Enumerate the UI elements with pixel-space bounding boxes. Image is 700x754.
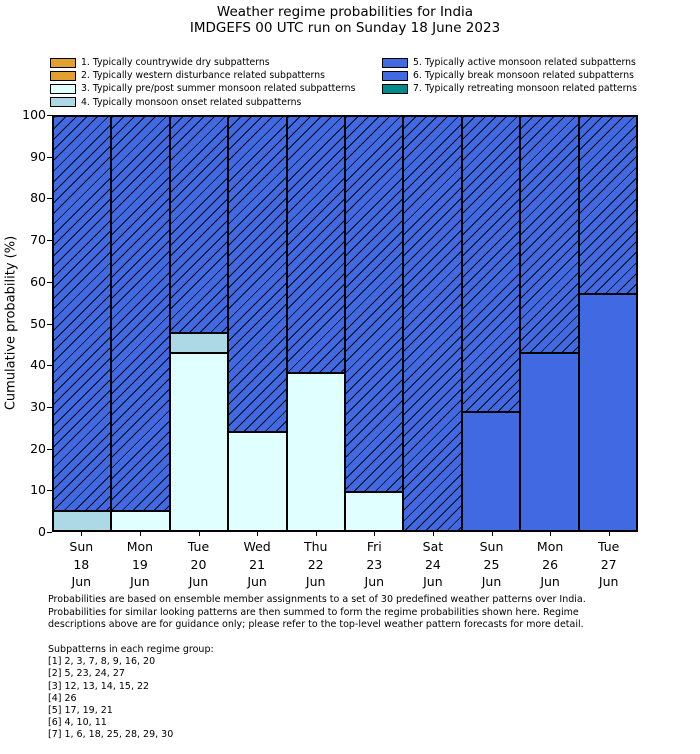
x-tick-label-day: Wed [243,539,271,554]
bar-sun-25 [462,116,520,531]
subpatterns-group-line: [1] 2, 3, 7, 8, 9, 16, 20 [48,656,156,668]
y-tick-mark [47,490,52,491]
bar-segment-regime-3 [228,432,286,531]
bar-segment-regime-6 [520,116,578,353]
y-tick-mark [47,240,52,241]
x-tick-label-day: Tue [598,539,620,554]
subpatterns-list [48,656,214,741]
x-tick-mark [550,532,551,536]
x-tick-mark [433,532,434,536]
bar-segment-regime-6 [403,116,461,531]
footnote-line: Probabilities are based on ensemble member assignments to a set of 30 predefined weather patterns over India. [48,594,586,605]
bar-segment-regime-6 [53,116,111,511]
legend-item-label: 4. Typically monsoon onset related subpatterns [81,96,302,108]
y-tick-mark [47,115,52,116]
bar-segment-regime-3 [170,353,228,531]
footnote-line: Probabilities for similar looking patterns are then summed to form the regime probabilities shown here. Regime [48,606,579,618]
x-tick-label-day: Tue [187,539,210,554]
chart-title-line1: Weather regime probabilities for India [216,4,474,20]
x-tick-label [521,538,580,591]
legend-swatch-regime-icon [382,58,408,68]
x-tick-mark [140,532,141,536]
y-tick-label: 0 [38,524,46,539]
legend-swatch-regime-icon [50,84,76,94]
x-tick-label-day: Thu [303,539,328,554]
bar-segment-regime-6 [170,116,228,333]
x-tick-label-day: Mon [536,539,564,554]
chart-title-line2: IMDGEFS 00 UTC run on Sunday 18 June 2023 [189,19,501,36]
subpatterns-group-line: [5] 17, 19, 21 [48,705,113,717]
legend-swatch-regime-icon [50,58,76,68]
subpatterns-group-line: [2] 5, 23, 24, 27 [48,668,125,680]
legend-item-label: 6. Typically break monsoon related subpatterns [413,70,634,82]
x-tick-label [52,538,111,591]
x-tick-mark [374,532,375,536]
legend-swatch-regime-icon [50,71,76,81]
bar-segment-regime-4 [170,333,228,353]
bar-segment-regime-5 [579,294,637,531]
bar-fri-23 [345,116,403,531]
y-tick-label: 20 [30,440,46,456]
x-tick-label-date: 25 [483,556,500,572]
y-tick-mark [47,532,52,533]
x-tick-label-date: 21 [249,556,266,572]
bar-segment-regime-3 [111,511,169,531]
x-tick-label [579,538,638,591]
y-tick-mark [47,324,52,325]
x-tick-label-month: Jun [540,574,560,589]
y-tick-label: 60 [30,273,46,289]
y-tick-label: 30 [30,398,46,414]
footnote-text [48,594,586,632]
x-tick-label-month: Jun [423,574,443,589]
x-tick-label [462,538,521,591]
x-tick-label-day: Sat [422,539,444,554]
legend-item [382,82,637,95]
x-tick-label-month: Jun [71,574,92,589]
y-axis-title: Cumulative probability (%) [3,235,19,411]
bar-mon-19 [111,116,169,531]
x-tick-label-month: Jun [364,574,385,589]
x-tick-label-date: 24 [424,556,441,572]
bar-segment-regime-3 [345,492,403,532]
bar-thu-22 [287,116,345,531]
x-tick-label-day: Fri [366,539,382,554]
x-tick-mark [257,532,258,536]
x-tick-mark [199,532,200,536]
x-tick-label-date: 18 [73,556,90,572]
x-tick-label-date: 23 [366,556,383,572]
y-tick-mark [47,198,52,199]
x-tick-label-day: Sun [479,539,504,554]
x-tick-label-month: Jun [247,574,267,589]
x-tick-label [111,538,170,591]
legend-item [50,56,355,69]
y-tick-mark [47,282,52,283]
x-tick-label-month: Jun [305,574,326,589]
bar-segment-regime-4 [53,511,111,531]
x-tick-label [286,538,345,591]
legend-item-label: 5. Typically active monsoon related subpatterns [413,57,636,69]
footnote-line: descriptions above are for guidance only; please refer to the top-level weather pattern forecasts for more detail. [48,619,584,631]
legend-swatch-regime-icon [50,97,76,107]
x-tick-label [345,538,404,591]
x-tick-mark [492,532,493,536]
x-tick-label-month: Jun [130,574,150,589]
legend-item-label: 7. Typically retreating monsoon related patterns [413,83,638,95]
x-tick-label-day: Mon [126,539,154,554]
subpatterns-group-line: [7] 1, 6, 18, 25, 28, 29, 30 [48,729,174,741]
x-tick-label [404,538,463,591]
x-tick-mark [81,532,82,536]
plot-area [52,115,638,532]
chart-title [52,5,638,36]
legend-item-label: 3. Typically pre/post summer monsoon related subpatterns [81,83,356,95]
bar-segment-regime-5 [462,412,520,531]
bar-segment-regime-6 [462,116,520,412]
y-tick-mark [47,157,52,158]
x-tick-label-date: 19 [131,556,148,572]
legend-item-label: 1. Typically countrywide dry subpatterns [81,57,270,69]
x-tick-mark [609,532,610,536]
y-tick-label: 70 [30,232,46,248]
bar-segment-regime-6 [345,116,403,491]
bar-wed-21 [228,116,286,531]
bar-sat-24 [403,116,461,531]
x-tick-label-day: Sun [69,539,94,554]
bar-segment-regime-5 [520,353,578,531]
y-tick-mark [47,449,52,450]
bar-segment-regime-3 [287,373,345,531]
subpatterns-block [48,644,214,742]
bar-tue-20 [170,116,228,531]
y-tick-mark [47,407,52,408]
x-tick-label-month: Jun [188,574,209,589]
legend-swatch-regime-icon [382,84,408,94]
bar-mon-26 [520,116,578,531]
bar-segment-regime-6 [579,116,637,294]
bar-segment-regime-6 [111,116,169,511]
bar-sun-18 [53,116,111,531]
x-tick-label-date: 26 [542,556,559,572]
legend-item-label: 2. Typically western disturbance related subpatterns [81,70,325,82]
legend-item [382,56,637,69]
subpatterns-heading: Subpatterns in each regime group: [48,644,214,655]
legend-item [50,69,355,82]
x-tick-label-month: Jun [481,574,502,589]
legend-item [50,96,355,109]
x-tick-label [169,538,228,591]
y-tick-label: 50 [30,315,46,331]
x-tick-label [228,538,287,591]
x-tick-label-date: 27 [600,556,617,572]
subpatterns-group-line: [4] 26 [48,692,77,704]
legend-item [50,82,355,95]
x-tick-label-date: 20 [190,556,207,572]
y-tick-label: 100 [22,107,46,122]
bar-tue-27 [579,116,637,531]
legend-swatch-regime-icon [382,71,408,81]
bar-segment-regime-6 [228,116,286,432]
legend-item [382,69,637,82]
subpatterns-group-line: [6] 4, 10, 11 [48,717,107,729]
y-tick-mark [47,365,52,366]
y-tick-label: 40 [30,357,46,373]
y-tick-label: 80 [30,190,46,206]
y-tick-label: 90 [30,148,46,164]
x-tick-label-month: Jun [598,574,619,589]
x-tick-label-date: 22 [307,556,324,572]
x-tick-mark [316,532,317,536]
bar-segment-regime-6 [287,116,345,373]
legend-column-right [382,56,637,96]
y-tick-label: 10 [30,482,46,498]
subpatterns-group-line: [3] 12, 13, 14, 15, 22 [48,680,150,692]
legend-column-left [50,56,355,109]
